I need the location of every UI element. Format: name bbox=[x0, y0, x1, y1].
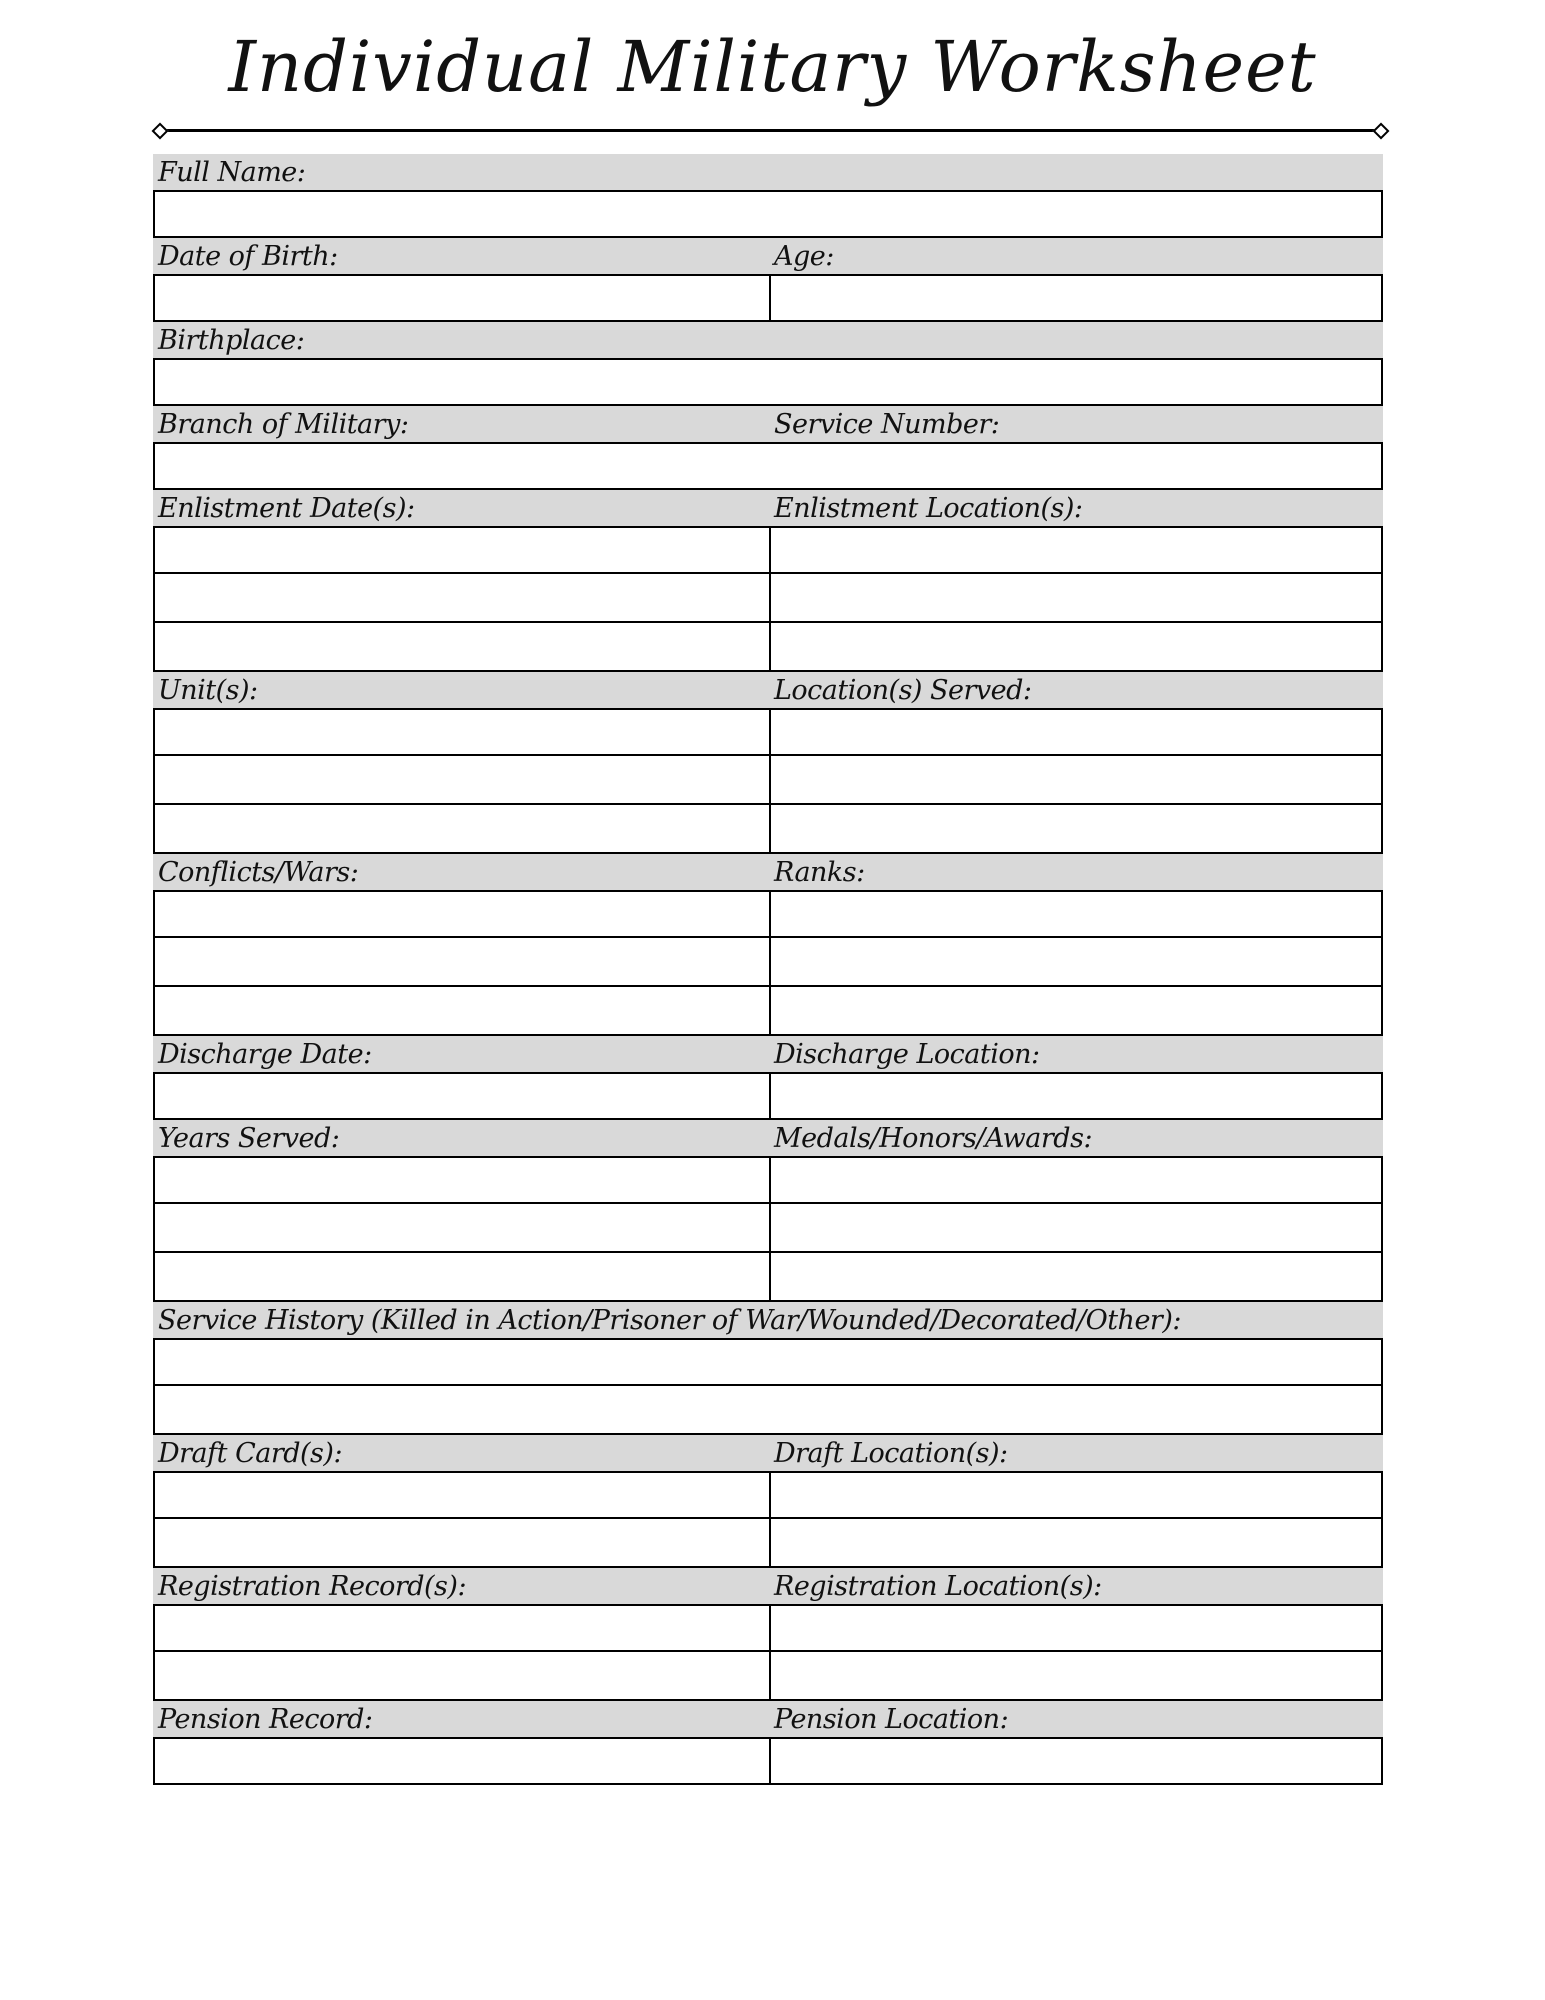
field-label: Draft Card(s): bbox=[158, 1438, 343, 1469]
entry-box[interactable] bbox=[771, 1074, 1381, 1118]
field-label-bar bbox=[153, 672, 1383, 708]
form-section bbox=[153, 406, 1383, 490]
entry-row bbox=[153, 1338, 1383, 1386]
form-section bbox=[153, 322, 1383, 406]
entry-row bbox=[153, 805, 1383, 854]
entry-row bbox=[153, 938, 1383, 987]
field-label: Years Served: bbox=[158, 1123, 340, 1154]
entry-box[interactable] bbox=[155, 1739, 771, 1783]
field-label-bar bbox=[153, 490, 1383, 526]
field-label-bar bbox=[153, 1701, 1383, 1737]
entry-row bbox=[153, 1604, 1383, 1652]
form-section bbox=[153, 154, 1383, 238]
entry-box[interactable] bbox=[771, 528, 1381, 572]
entry-box[interactable] bbox=[771, 1519, 1381, 1566]
entry-box[interactable] bbox=[771, 1253, 1381, 1300]
entry-box[interactable] bbox=[155, 276, 771, 320]
divider-end-diamond-left bbox=[152, 123, 169, 140]
entry-box[interactable] bbox=[771, 1606, 1381, 1650]
form-section bbox=[153, 1120, 1383, 1302]
entry-row bbox=[153, 623, 1383, 672]
entry-row bbox=[153, 1737, 1383, 1785]
field-label: Enlistment Date(s): bbox=[158, 493, 415, 524]
entry-row bbox=[153, 1652, 1383, 1701]
entry-box[interactable] bbox=[155, 360, 1381, 404]
page-title: Individual Military Worksheet bbox=[228, 26, 1317, 108]
entry-row bbox=[153, 890, 1383, 938]
field-label-bar bbox=[153, 1568, 1383, 1604]
form-section bbox=[153, 1701, 1383, 1785]
entry-box[interactable] bbox=[155, 574, 771, 621]
entry-box[interactable] bbox=[771, 1204, 1381, 1251]
entry-box[interactable] bbox=[155, 756, 771, 803]
field-label: Ranks: bbox=[774, 857, 865, 888]
form-section bbox=[153, 238, 1383, 322]
field-label: Discharge Date: bbox=[158, 1039, 372, 1070]
field-label: Full Name: bbox=[158, 157, 306, 188]
entry-row bbox=[153, 756, 1383, 805]
field-label: Enlistment Location(s): bbox=[774, 493, 1083, 524]
field-label: Age: bbox=[774, 241, 834, 272]
entry-box[interactable] bbox=[155, 710, 771, 754]
field-label: Branch of Military: bbox=[158, 409, 409, 440]
field-label-bar bbox=[153, 1036, 1383, 1072]
field-label: Service Number: bbox=[774, 409, 1000, 440]
entry-box[interactable] bbox=[771, 756, 1381, 803]
entry-row bbox=[153, 574, 1383, 623]
field-label: Pension Record: bbox=[158, 1704, 373, 1735]
entry-row bbox=[153, 1156, 1383, 1204]
entry-row bbox=[153, 708, 1383, 756]
field-label: Service History (Killed in Action/Prisoner of War/Wounded/Decorated/Other): bbox=[158, 1305, 1181, 1336]
entry-row bbox=[153, 1471, 1383, 1519]
entry-row bbox=[153, 1204, 1383, 1253]
field-label: Conflicts/Wars: bbox=[158, 857, 359, 888]
entry-box[interactable] bbox=[155, 1074, 771, 1118]
entry-box[interactable] bbox=[155, 987, 771, 1034]
field-label: Draft Location(s): bbox=[774, 1438, 1008, 1469]
entry-box[interactable] bbox=[155, 1158, 771, 1202]
entry-box[interactable] bbox=[155, 1519, 771, 1566]
entry-row bbox=[153, 442, 1383, 490]
entry-row bbox=[153, 987, 1383, 1036]
form-section bbox=[153, 672, 1383, 854]
field-label: Medals/Honors/Awards: bbox=[774, 1123, 1093, 1154]
entry-row bbox=[153, 358, 1383, 406]
field-label-bar bbox=[153, 1435, 1383, 1471]
entry-box[interactable] bbox=[155, 1606, 771, 1650]
entry-box[interactable] bbox=[155, 623, 771, 670]
entry-box[interactable] bbox=[771, 987, 1381, 1034]
entry-box[interactable] bbox=[155, 1386, 1381, 1433]
entry-box[interactable] bbox=[155, 1253, 771, 1300]
field-label: Date of Birth: bbox=[158, 241, 338, 272]
form-section bbox=[153, 1036, 1383, 1120]
form-section bbox=[153, 1435, 1383, 1568]
entry-box[interactable] bbox=[155, 192, 1381, 236]
entry-row bbox=[153, 1072, 1383, 1120]
field-label: Location(s) Served: bbox=[774, 675, 1032, 706]
title-divider bbox=[160, 129, 1382, 132]
entry-box[interactable] bbox=[155, 938, 771, 985]
entry-row bbox=[153, 1519, 1383, 1568]
entry-box[interactable] bbox=[155, 444, 1381, 488]
entry-box[interactable] bbox=[155, 1652, 771, 1699]
field-label-bar bbox=[153, 154, 1383, 190]
entry-row bbox=[153, 274, 1383, 322]
entry-box[interactable] bbox=[155, 805, 771, 852]
field-label: Birthplace: bbox=[158, 325, 305, 356]
entry-box[interactable] bbox=[771, 805, 1381, 852]
entry-box[interactable] bbox=[155, 1204, 771, 1251]
entry-box[interactable] bbox=[155, 1473, 771, 1517]
worksheet-form bbox=[153, 154, 1383, 1785]
entry-box[interactable] bbox=[155, 528, 771, 572]
entry-box[interactable] bbox=[771, 938, 1381, 985]
field-label-bar bbox=[153, 1302, 1383, 1338]
entry-box[interactable] bbox=[771, 710, 1381, 754]
form-section bbox=[153, 854, 1383, 1036]
entry-box[interactable] bbox=[771, 892, 1381, 936]
field-label-bar bbox=[153, 854, 1383, 890]
field-label: Pension Location: bbox=[774, 1704, 1009, 1735]
field-label-bar bbox=[153, 238, 1383, 274]
form-section bbox=[153, 1568, 1383, 1701]
entry-box[interactable] bbox=[771, 574, 1381, 621]
entry-row bbox=[153, 526, 1383, 574]
form-section bbox=[153, 1302, 1383, 1435]
field-label: Registration Record(s): bbox=[158, 1571, 467, 1602]
entry-box[interactable] bbox=[771, 1739, 1381, 1783]
entry-box[interactable] bbox=[771, 623, 1381, 670]
field-label-bar bbox=[153, 322, 1383, 358]
divider-end-diamond-right bbox=[1373, 123, 1390, 140]
entry-box[interactable] bbox=[771, 1473, 1381, 1517]
entry-box[interactable] bbox=[771, 1158, 1381, 1202]
entry-row bbox=[153, 190, 1383, 238]
entry-box[interactable] bbox=[771, 276, 1381, 320]
field-label-bar bbox=[153, 406, 1383, 442]
entry-box[interactable] bbox=[155, 892, 771, 936]
field-label: Unit(s): bbox=[158, 675, 258, 706]
field-label-bar bbox=[153, 1120, 1383, 1156]
entry-box[interactable] bbox=[771, 1652, 1381, 1699]
entry-row bbox=[153, 1386, 1383, 1435]
field-label: Discharge Location: bbox=[774, 1039, 1040, 1070]
entry-row bbox=[153, 1253, 1383, 1302]
entry-box[interactable] bbox=[155, 1340, 1381, 1384]
field-label: Registration Location(s): bbox=[774, 1571, 1102, 1602]
form-section bbox=[153, 490, 1383, 672]
